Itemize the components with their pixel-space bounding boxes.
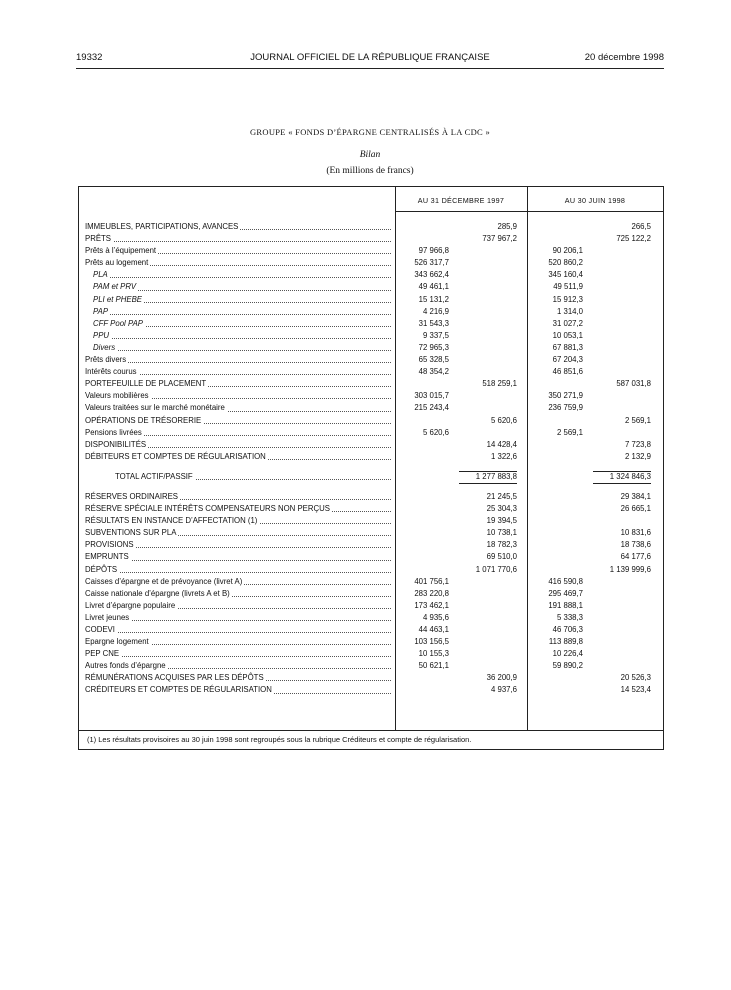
row-label-text: PRÊTS bbox=[85, 234, 111, 244]
table-row bbox=[79, 221, 665, 233]
row-label bbox=[85, 439, 391, 451]
row-label bbox=[85, 491, 391, 503]
cell-value: 4 935,6 bbox=[422, 612, 449, 622]
row-label bbox=[85, 684, 391, 696]
row-label bbox=[85, 612, 391, 624]
cell-value: 725 122,2 bbox=[616, 234, 651, 244]
header-rule bbox=[395, 211, 663, 212]
cell-value: 1 324 846,3 bbox=[609, 471, 651, 481]
table-row bbox=[79, 318, 665, 330]
row-label bbox=[93, 269, 391, 281]
row-label-text: PAP bbox=[93, 306, 109, 316]
row-label bbox=[93, 294, 391, 306]
cell-value: 303 015,7 bbox=[414, 391, 449, 401]
row-label bbox=[85, 503, 391, 515]
table-row bbox=[79, 354, 665, 366]
row-label bbox=[93, 342, 391, 354]
cell-value: 2 569,1 bbox=[624, 415, 651, 425]
row-label-text: PLA bbox=[93, 270, 108, 280]
table-row bbox=[79, 390, 665, 402]
row-label bbox=[85, 515, 391, 527]
cell-value: 1 139 999,6 bbox=[609, 564, 651, 574]
cell-value: 26 665,1 bbox=[620, 504, 651, 514]
cell-value: 36 200,9 bbox=[486, 673, 517, 683]
total-rule bbox=[459, 471, 517, 472]
cell-value: 29 384,1 bbox=[620, 491, 651, 501]
row-label bbox=[85, 390, 391, 402]
table-body bbox=[79, 221, 665, 697]
row-label bbox=[85, 576, 391, 588]
cell-value: 266,5 bbox=[631, 222, 651, 231]
row-label-text: Prêts au logement bbox=[85, 258, 149, 268]
table-row bbox=[79, 378, 665, 390]
cell-value: 18 782,3 bbox=[486, 540, 517, 550]
row-label-text: DISPONIBILITÉS bbox=[85, 439, 147, 449]
cell-value: 97 966,8 bbox=[418, 246, 449, 256]
table-row bbox=[79, 503, 665, 515]
row-label-text: SUBVENTIONS SUR PLA bbox=[85, 528, 177, 538]
row-label-text: Livret jeunes bbox=[85, 612, 130, 622]
row-label bbox=[85, 378, 391, 390]
footnote-divider bbox=[79, 730, 663, 731]
row-label-text: Intérêts courus bbox=[85, 367, 137, 377]
row-label-text: Prêts à l’équipement bbox=[85, 246, 157, 256]
cell-value: 345 160,4 bbox=[548, 270, 583, 280]
table-row bbox=[79, 551, 665, 563]
row-label-text: OPÉRATIONS DE TRÉSORERIE bbox=[85, 415, 202, 425]
cell-value: 5 620,6 bbox=[490, 415, 517, 425]
cell-value: 69 510,0 bbox=[486, 552, 517, 562]
journal-title: JOURNAL OFFICIEL DE LA RÉPUBLIQUE FRANÇAISE bbox=[250, 52, 490, 63]
table-row bbox=[79, 515, 665, 527]
row-label bbox=[85, 233, 391, 245]
cell-value: 113 889,8 bbox=[548, 637, 583, 647]
cell-value: 65 328,5 bbox=[418, 355, 449, 365]
row-label-text: PAM et PRV bbox=[93, 282, 137, 292]
table-row bbox=[79, 491, 665, 503]
row-label bbox=[85, 624, 391, 636]
table-row bbox=[79, 306, 665, 318]
cell-value: 31 543,3 bbox=[418, 318, 449, 328]
cell-value: 416 590,8 bbox=[548, 576, 583, 586]
table-row bbox=[79, 342, 665, 354]
row-label-text: Caisse nationale d’épargne (livrets A et B) bbox=[85, 588, 230, 598]
total-rule bbox=[593, 471, 651, 472]
row-label-text: Valeurs traitées sur le marché monétaire bbox=[85, 403, 225, 413]
row-label-text: PPU bbox=[93, 330, 110, 340]
row-label-text: Divers bbox=[93, 342, 116, 352]
cell-value: 2 132,9 bbox=[624, 451, 651, 461]
cell-value: 526 317,7 bbox=[414, 258, 449, 268]
units-note: (En millions de francs) bbox=[326, 166, 414, 176]
table-row bbox=[79, 245, 665, 257]
row-label-text: RÉSERVE SPÉCIALE INTÉRÊTS COMPENSATEURS NON PERÇUS bbox=[85, 504, 330, 514]
table-row bbox=[79, 439, 665, 451]
row-label-text: PEP CNE bbox=[85, 649, 120, 659]
row-label bbox=[85, 551, 391, 563]
cell-value: 64 177,6 bbox=[620, 552, 651, 562]
cell-value: 4 937,6 bbox=[490, 685, 517, 695]
table-row bbox=[79, 660, 665, 672]
cell-value: 49 461,1 bbox=[418, 282, 449, 292]
cell-value: 103 156,5 bbox=[414, 637, 449, 647]
row-label bbox=[93, 306, 391, 318]
cell-value: 236 759,9 bbox=[548, 403, 583, 413]
column-header-1998: AU 30 JUIN 1998 bbox=[564, 196, 626, 205]
row-label bbox=[93, 318, 391, 330]
table-row bbox=[79, 672, 665, 684]
table-row bbox=[79, 415, 665, 427]
row-label bbox=[85, 221, 391, 233]
table-row bbox=[79, 281, 665, 293]
cell-value: 90 206,1 bbox=[552, 246, 583, 256]
cell-value: 67 881,3 bbox=[552, 342, 583, 352]
cell-value: 1 314,0 bbox=[556, 306, 583, 316]
cell-value: 21 245,5 bbox=[486, 491, 517, 501]
table-row bbox=[79, 269, 665, 281]
row-label bbox=[85, 588, 391, 600]
cell-value: 4 216,9 bbox=[422, 306, 449, 316]
cell-value: 50 621,1 bbox=[418, 661, 449, 671]
column-header-1997: AU 31 DÉCEMBRE 1997 bbox=[417, 196, 505, 205]
cell-value: 2 569,1 bbox=[556, 427, 583, 437]
table-row bbox=[79, 451, 665, 463]
row-label-text: Autres fonds d’épargne bbox=[85, 661, 166, 671]
table-row bbox=[79, 330, 665, 342]
cell-value: 343 662,4 bbox=[414, 270, 449, 280]
table-row bbox=[79, 576, 665, 588]
cell-value: 520 860,2 bbox=[548, 258, 583, 268]
cell-value: 1 322,6 bbox=[490, 451, 517, 461]
table-row bbox=[79, 402, 665, 414]
row-label-text: RÉSERVES ORDINAIRES bbox=[85, 491, 179, 501]
row-label-text: IMMEUBLES, PARTICIPATIONS, AVANCES bbox=[85, 222, 239, 231]
cell-value: 215 243,4 bbox=[414, 403, 449, 413]
table-row bbox=[79, 564, 665, 576]
cell-value: 15 131,2 bbox=[418, 294, 449, 304]
issue-date: 20 décembre 1998 bbox=[584, 52, 664, 63]
row-label bbox=[85, 648, 391, 660]
row-label-text: Pensions livrées bbox=[85, 427, 142, 437]
cell-value: 350 271,9 bbox=[548, 391, 583, 401]
cell-value: 67 204,3 bbox=[552, 355, 583, 365]
row-label-text: RÉMUNÉRATIONS ACQUISES PAR LES DÉPÔTS bbox=[85, 673, 264, 683]
cell-value: 401 756,1 bbox=[414, 576, 449, 586]
row-label bbox=[85, 354, 391, 366]
total-rule bbox=[593, 483, 651, 484]
cell-value: 59 890,2 bbox=[552, 661, 583, 671]
cell-value: 518 259,1 bbox=[482, 379, 517, 389]
row-label-text: Valeurs mobilières bbox=[85, 391, 149, 401]
cell-value: 1 277 883,8 bbox=[475, 471, 517, 481]
row-label-text: CFF Pool PAP bbox=[93, 318, 143, 328]
total-rule bbox=[459, 483, 517, 484]
table-row bbox=[79, 624, 665, 636]
table-row bbox=[79, 427, 665, 439]
table-row bbox=[79, 612, 665, 624]
row-label-text: Livret d’épargne populaire bbox=[85, 600, 176, 610]
document-subtitle: Bilan bbox=[359, 150, 381, 160]
table-row bbox=[79, 600, 665, 612]
table-row bbox=[79, 471, 665, 483]
cell-value: 295 469,7 bbox=[548, 588, 583, 598]
row-label-text: TOTAL ACTIF/PASSIF bbox=[115, 471, 193, 481]
footnote: (1) Les résultats provisoires au 30 juin 1998 sont regroupés sous la rubrique Créditeurs et compte de régularisation. bbox=[87, 735, 472, 744]
cell-value: 285,9 bbox=[497, 222, 517, 231]
row-label bbox=[115, 471, 391, 483]
row-label-text: Epargne logement bbox=[85, 637, 149, 647]
cell-value: 587 031,8 bbox=[616, 379, 651, 389]
document-title: GROUPE « FONDS D’ÉPARGNE CENTRALISÉS À LA CDC » bbox=[249, 127, 490, 137]
page-header bbox=[76, 52, 664, 69]
cell-value: 191 888,1 bbox=[548, 600, 583, 610]
row-label-text: PORTEFEUILLE DE PLACEMENT bbox=[85, 379, 207, 389]
cell-value: 10 053,1 bbox=[552, 330, 583, 340]
cell-value: 14 428,4 bbox=[486, 439, 517, 449]
cell-value: 31 027,2 bbox=[552, 318, 583, 328]
row-label bbox=[93, 330, 391, 342]
row-label-text: RÉSULTATS EN INSTANCE D’AFFECTATION (1) bbox=[85, 516, 258, 526]
cell-value: 7 723,8 bbox=[624, 439, 651, 449]
row-label-text: PROVISIONS bbox=[85, 540, 134, 550]
row-label bbox=[85, 402, 391, 414]
row-label bbox=[85, 366, 391, 378]
row-label bbox=[85, 415, 391, 427]
cell-value: 10 831,6 bbox=[620, 528, 651, 538]
table-row bbox=[79, 684, 665, 696]
cell-value: 15 912,3 bbox=[552, 294, 583, 304]
table-row bbox=[79, 588, 665, 600]
row-label bbox=[85, 660, 391, 672]
cell-value: 5 338,3 bbox=[556, 612, 583, 622]
row-label bbox=[85, 257, 391, 269]
row-label bbox=[85, 564, 391, 576]
table-row bbox=[79, 366, 665, 378]
row-label-text: PLI et PHEBE bbox=[93, 294, 142, 304]
cell-value: 14 523,4 bbox=[620, 685, 651, 695]
row-label bbox=[85, 539, 391, 551]
cell-value: 9 337,5 bbox=[422, 330, 449, 340]
cell-value: 18 738,6 bbox=[620, 540, 651, 550]
table-row bbox=[79, 527, 665, 539]
cell-value: 48 354,2 bbox=[418, 367, 449, 377]
cell-value: 10 226,4 bbox=[552, 649, 583, 659]
row-label-text: EMPRUNTS bbox=[85, 552, 129, 562]
cell-value: 20 526,3 bbox=[620, 673, 651, 683]
row-label-text: Caisses d’épargne et de prévoyance (livret A) bbox=[85, 576, 243, 586]
cell-value: 19 394,5 bbox=[486, 516, 517, 526]
cell-value: 46 706,3 bbox=[552, 625, 583, 634]
row-label bbox=[85, 427, 391, 439]
row-label bbox=[85, 451, 391, 463]
table-row bbox=[79, 636, 665, 648]
cell-value: 5 620,6 bbox=[422, 427, 449, 437]
row-label bbox=[85, 245, 391, 257]
cell-value: 1 071 770,6 bbox=[475, 564, 517, 574]
cell-value: 10 738,1 bbox=[486, 528, 517, 538]
table-row bbox=[79, 648, 665, 660]
row-label-text: DÉPÔTS bbox=[85, 564, 118, 574]
row-label-text: CODEVI bbox=[85, 625, 115, 634]
table-row bbox=[79, 257, 665, 269]
row-label-text: DÉBITEURS ET COMPTES DE RÉGULARISATION bbox=[85, 451, 266, 461]
cell-value: 49 511,9 bbox=[553, 282, 583, 292]
cell-value: 44 463,1 bbox=[418, 625, 449, 634]
row-label bbox=[85, 672, 391, 684]
row-label-text: Prêts divers bbox=[85, 355, 127, 365]
cell-value: 173 462,1 bbox=[414, 600, 449, 610]
row-label bbox=[85, 636, 391, 648]
table-row bbox=[79, 233, 665, 245]
balance-sheet-table bbox=[78, 186, 664, 750]
row-label bbox=[93, 281, 391, 293]
cell-value: 72 965,3 bbox=[418, 342, 449, 352]
cell-value: 10 155,3 bbox=[418, 649, 449, 659]
cell-value: 46 851,6 bbox=[552, 367, 583, 377]
row-label-text: CRÉDITEURS ET COMPTES DE RÉGULARISATION bbox=[85, 685, 272, 695]
table-row bbox=[79, 539, 665, 551]
page-number: 19332 bbox=[76, 52, 103, 63]
cell-value: 283 220,8 bbox=[414, 588, 449, 598]
table-row bbox=[79, 294, 665, 306]
cell-value: 25 304,3 bbox=[486, 504, 517, 514]
row-label bbox=[85, 527, 391, 539]
row-label bbox=[85, 600, 391, 612]
cell-value: 737 967,2 bbox=[482, 234, 517, 244]
